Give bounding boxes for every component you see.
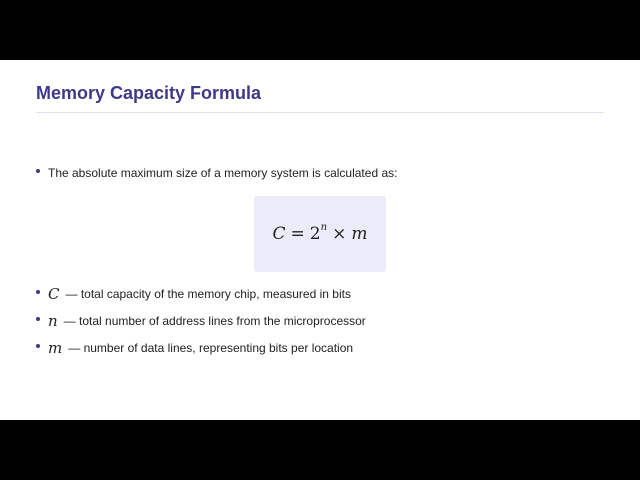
- definition-text: — number of data lines, representing bits per location: [68, 341, 354, 355]
- definition-text: — total capacity of the memory chip, measured in bits: [65, 287, 351, 301]
- definition-symbol: C: [48, 285, 60, 303]
- intro-text: The absolute maximum size of a memory system is calculated as:: [48, 166, 398, 180]
- definition-symbol: n: [48, 312, 58, 330]
- bullet-dot: [36, 344, 40, 348]
- capacity-formula: [273, 224, 368, 244]
- formula-times: ×: [332, 224, 347, 244]
- definition-item-c: [36, 285, 351, 303]
- definition-symbol: m: [48, 339, 63, 357]
- formula-rhs: m: [351, 224, 368, 244]
- bullet-dot: [36, 169, 40, 173]
- definition-item-m: [36, 339, 353, 357]
- bullet-dot: [36, 317, 40, 321]
- definition-item-n: [36, 312, 366, 330]
- definition-text: — total number of address lines from the microprocessor: [63, 314, 366, 328]
- formula-exponent: n: [320, 222, 328, 234]
- slide: [0, 60, 640, 420]
- slide-title: Memory Capacity Formula: [36, 83, 262, 103]
- formula-lhs: C: [272, 224, 286, 244]
- intro-bullet: [36, 166, 397, 180]
- formula-base: 2: [309, 224, 321, 244]
- formula-equals: =: [290, 224, 305, 244]
- bullet-dot: [36, 290, 40, 294]
- formula-box: [254, 196, 386, 272]
- title-divider: [36, 112, 604, 113]
